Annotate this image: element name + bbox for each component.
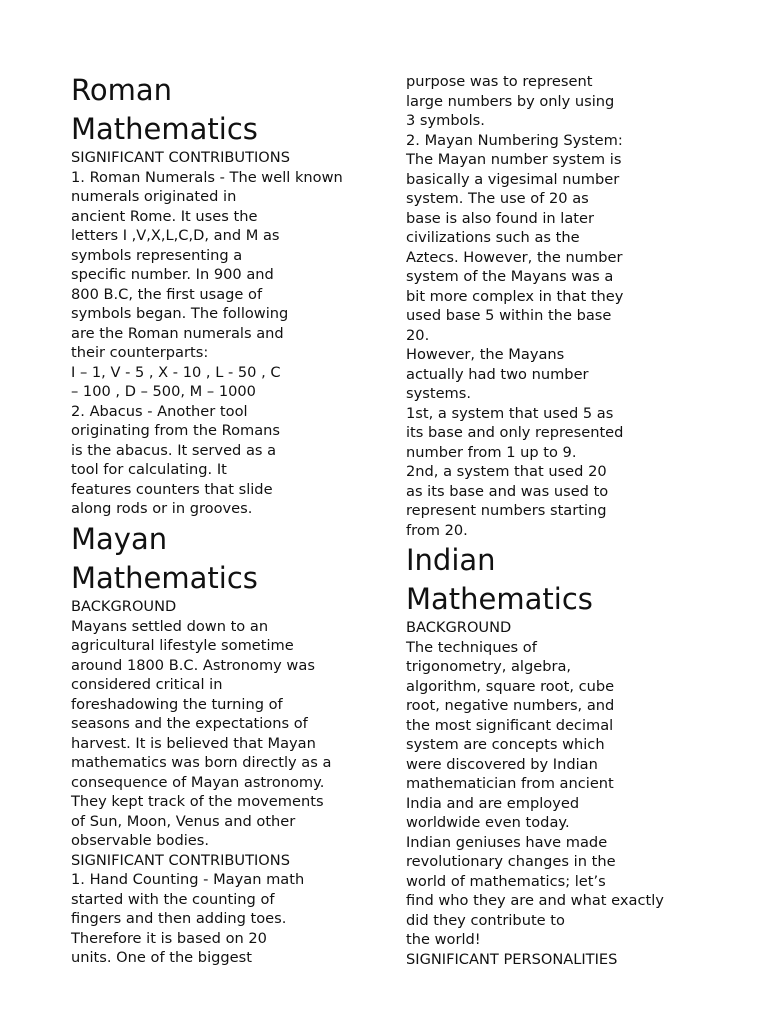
mayan-cont-line: 1st, a system that used 5 as	[406, 404, 614, 422]
mayan-cont-line: base is also found in later	[406, 209, 595, 227]
roman-line: – 100 , D – 500, M – 1000	[71, 383, 256, 400]
mayan-line: consequence of Mayan astronomy.	[71, 773, 325, 791]
mayan-cont-line: 3 symbols.	[406, 112, 485, 129]
indian-line: algorithm, square root, cube	[406, 677, 615, 695]
roman-line: 1. Roman Numerals - The well known	[71, 168, 343, 186]
mayan-cont-line: The Mayan number system is	[406, 151, 622, 168]
mayan-cont-line: Aztecs. However, the number	[406, 248, 623, 266]
mayan-heading-line-2: Mathematics	[71, 561, 258, 595]
mayan-cont-line: 2nd, a system that used 20	[406, 463, 607, 480]
mayan-line: considered critical in	[71, 676, 223, 693]
indian-line: system are concepts which	[406, 736, 605, 753]
roman-body	[71, 148, 343, 519]
roman-line: their counterparts:	[71, 344, 209, 361]
mayan-line: foreshadowing the turning of	[71, 695, 283, 713]
mayan-section	[71, 520, 331, 968]
mayan-continued-section	[406, 72, 623, 540]
roman-section	[71, 71, 343, 519]
roman-line: specific number. In 900 and	[71, 266, 274, 283]
mayan-cont-line: systems.	[406, 385, 472, 402]
indian-line: the most significant decimal	[406, 716, 614, 734]
roman-line: features counters that slide	[71, 480, 273, 498]
mayan-line: of Sun, Moon, Venus and other	[71, 812, 296, 830]
indian-heading-line-2: Mathematics	[406, 582, 593, 616]
mayan-cont-line: civilizations such as the	[406, 229, 580, 246]
mayan-line: units. One of the biggest	[71, 949, 252, 966]
mayan-body	[71, 597, 331, 968]
mayan-line: around 1800 B.C. Astronomy was	[71, 656, 315, 674]
indian-heading-line-1: Indian	[406, 543, 496, 577]
mayan-line: harvest. It is believed that Mayan	[71, 734, 316, 752]
roman-line: I – 1, V - 5 , X - 10 , L - 50 , C	[71, 363, 281, 381]
mayan-cont-line: system of the Mayans was a	[406, 268, 614, 285]
indian-line: SIGNIFICANT PERSONALITIES	[406, 950, 618, 968]
mayan-cont-line: represent numbers starting	[406, 502, 607, 519]
mayan-cont-line: However, the Mayans	[406, 346, 565, 363]
indian-line: find who they are and what exactly	[406, 892, 664, 909]
mayan-line: fingers and then adding toes.	[71, 910, 287, 927]
roman-line: are the Roman numerals and	[71, 324, 284, 342]
mayan-cont-line: actually had two number	[406, 365, 589, 383]
mayan-line: They kept track of the movements	[71, 793, 324, 810]
roman-line: SIGNIFICANT CONTRIBUTIONS	[71, 149, 290, 166]
roman-line: tool for calculating. It	[71, 461, 227, 478]
mayan-line: started with the counting of	[71, 890, 275, 908]
mayan-line: Mayans settled down to an	[71, 617, 269, 635]
roman-line: is the abacus. It served as a	[71, 441, 277, 459]
mayan-line: BACKGROUND	[71, 598, 177, 615]
roman-line: ancient Rome. It uses the	[71, 207, 258, 225]
mayan-cont-line: purpose was to represent	[406, 73, 593, 90]
indian-line: The techniques of	[406, 638, 537, 656]
mayan-cont-line: from 20.	[406, 521, 468, 539]
indian-line: trigonometry, algebra,	[406, 658, 572, 675]
mayan-line: agricultural lifestyle sometime	[71, 637, 294, 654]
roman-heading-line-1: Roman	[71, 73, 172, 107]
indian-line: root, negative numbers, and	[406, 697, 615, 714]
indian-line: revolutionary changes in the	[406, 853, 616, 870]
mayan-cont-line: large numbers by only using	[406, 92, 615, 110]
mayan-cont-line: its base and only represented	[406, 424, 624, 441]
mayan-line: mathematics was born directly as a	[71, 754, 332, 771]
mayan-cont-line: number from 1 up to 9.	[406, 443, 577, 461]
mayan-line: observable bodies.	[71, 832, 210, 849]
mayan-cont-line: 2. Mayan Numbering System:	[406, 131, 623, 149]
mayan-line: seasons and the expectations of	[71, 715, 308, 732]
mayan-cont-line: system. The use of 20 as	[406, 190, 589, 207]
indian-line: were discovered by Indian	[406, 755, 598, 773]
mayan-cont-line: basically a vigesimal number	[406, 170, 620, 188]
roman-line: 800 B.C, the first usage of	[71, 285, 263, 303]
roman-line: letters I ,V,X,L,C,D, and M as	[71, 227, 280, 244]
roman-line: symbols representing a	[71, 246, 243, 264]
indian-line: the world!	[406, 931, 481, 948]
roman-heading-line-2: Mathematics	[71, 112, 258, 146]
indian-line: worldwide even today.	[406, 814, 570, 831]
indian-section	[406, 541, 664, 969]
mayan-cont-line: as its base and was used to	[406, 482, 609, 500]
indian-body	[406, 618, 664, 969]
indian-line: did they contribute to	[406, 911, 565, 929]
roman-line: 2. Abacus - Another tool	[71, 402, 248, 420]
mayan-line: Therefore it is based on 20	[71, 929, 267, 947]
indian-line: BACKGROUND	[406, 619, 512, 636]
mayan-heading-line-1: Mayan	[71, 522, 168, 556]
mayan-line: SIGNIFICANT CONTRIBUTIONS	[71, 851, 290, 869]
indian-line: world of mathematics; let’s	[406, 872, 606, 890]
mayan-cont-line: used base 5 within the base	[406, 307, 612, 324]
roman-line: along rods or in grooves.	[71, 500, 253, 517]
indian-line: India and are employed	[406, 794, 580, 812]
mayan-cont-line: bit more complex in that they	[406, 287, 624, 305]
roman-line: originating from the Romans	[71, 422, 281, 439]
indian-line: mathematician from ancient	[406, 775, 614, 792]
mayan-cont-line: 20.	[406, 326, 430, 344]
roman-line: numerals originated in	[71, 188, 237, 205]
indian-line: Indian geniuses have made	[406, 833, 608, 851]
mayan-line: 1. Hand Counting - Mayan math	[71, 871, 305, 888]
roman-line: symbols began. The following	[71, 305, 289, 322]
